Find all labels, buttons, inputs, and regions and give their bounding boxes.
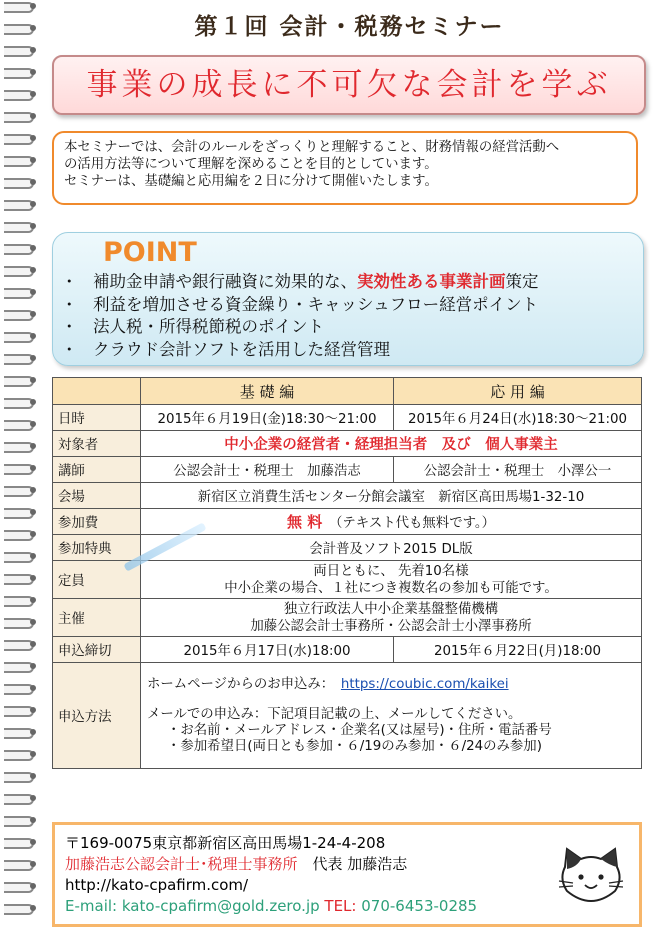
contact-email-line [65, 896, 639, 917]
bonus-label: 参加特典 [53, 535, 141, 561]
bullet: ・ [61, 339, 78, 359]
spiral-hole [30, 267, 36, 273]
spiral-hole [30, 69, 36, 75]
spiral-hole [30, 883, 36, 889]
spiral-hole [30, 3, 36, 9]
headline-banner [52, 55, 646, 115]
spiral-hole [30, 707, 36, 713]
date-advanced: 2015年６月24日(水)18:30～21:00 [394, 405, 642, 431]
date-basic: 2015年６月19日(金)18:30～21:00 [141, 405, 394, 431]
point-text: 法人税・所得税節税のポイント [93, 317, 324, 336]
apply-web-text: ホームページからのお申込み： [147, 676, 328, 692]
contact-box [52, 822, 642, 927]
fee-note: （テキスト代も無料です。） [335, 516, 495, 531]
intro-line: の活用方法等について理解を深めることを目的としています。 [64, 157, 438, 172]
spiral-hole [30, 333, 36, 339]
spiral-hole [30, 135, 36, 141]
spiral-hole [30, 575, 36, 581]
col-advanced-header: 応 用 編 [394, 378, 642, 405]
contact-web[interactable]: http://kato-cpafirm.com/ [65, 876, 249, 894]
apply-mail-line: ・参加希望日(両日とも参加・６/19のみ参加・６/24のみ参加) [167, 738, 542, 754]
spiral-hole [30, 663, 36, 669]
spiral-hole [30, 25, 36, 31]
spiral-hole [30, 641, 36, 647]
seminar-info-table [52, 377, 642, 769]
spiral-hole [30, 289, 36, 295]
spiral-hole [30, 905, 36, 911]
capacity-line: 中小企業の場合、１社につき複数名の参加も可能です。 [224, 580, 558, 596]
spiral-hole [30, 421, 36, 427]
spiral-hole [30, 465, 36, 471]
intro-line: 本セミナーでは、会計のルールをざっくりと理解すること、財務情報の経営活動へ [64, 140, 560, 155]
spiral-hole [30, 553, 36, 559]
intro-line: セミナーは、基礎編と応用編を２日に分けて開催いたします。 [64, 174, 438, 189]
spiral-hole [30, 201, 36, 207]
spiral-hole [30, 245, 36, 251]
bullet: ・ [61, 294, 78, 314]
lecturer-basic: 公認会計士・税理士 加藤浩志 [141, 457, 394, 483]
spiral-hole [30, 377, 36, 383]
apply-web-link[interactable]: https://coubic.com/kaikei [340, 676, 509, 692]
organizer-line: 独立行政法人中小企業基盤整備機構 [283, 601, 499, 617]
venue-value: 新宿区立消費生活センター分館会議室 新宿区高田馬場1-32-10 [141, 483, 642, 509]
spiral-hole [30, 817, 36, 823]
tel-label: TEL: [324, 897, 357, 915]
apply-value [141, 663, 642, 769]
spiral-hole [30, 399, 36, 405]
email-value[interactable]: kato-cpafirm@gold.zero.jp [121, 897, 320, 915]
spiral-hole [30, 487, 36, 493]
contact-office-line [65, 854, 639, 875]
point-highlight: 実効性ある事業計画 [357, 272, 506, 291]
capacity-line: 両日ともに、 先着10名様 [313, 563, 469, 579]
bonus-value: 会計普及ソフト2015 DL版 [141, 535, 642, 561]
capacity-value [141, 561, 642, 599]
spiral-hole [30, 795, 36, 801]
apply-web [147, 677, 635, 693]
spiral-hole [30, 861, 36, 867]
col-basic-header: 基 礎 編 [141, 378, 394, 405]
deadline-basic: 2015年６月17日(水)18:00 [141, 637, 394, 663]
point-text: クラウド会計ソフトを活用した経営管理 [93, 339, 390, 359]
venue-label: 会場 [53, 483, 141, 509]
spiral-hole [30, 531, 36, 537]
spiral-hole [30, 685, 36, 691]
spiral-binding [0, 0, 40, 931]
spiral-hole [30, 91, 36, 97]
point-item [61, 294, 539, 317]
tel-value: 070-6453-0285 [361, 897, 478, 915]
spiral-hole [30, 157, 36, 163]
point-text: 補助金申請や銀行融資に効果的な、 [93, 272, 357, 291]
spiral-hole [30, 311, 36, 317]
apply-mail-line: ・お名前・メールアドレス・企業名(又は屋号)・住所・電話番号 [167, 722, 552, 738]
fee-label: 参加費 [53, 509, 141, 535]
date-label: 日時 [53, 405, 141, 431]
deadline-advanced: 2015年６月22日(月)18:00 [394, 637, 642, 663]
spiral-hole [30, 751, 36, 757]
deadline-label: 申込締切 [53, 637, 141, 663]
spiral-hole [30, 113, 36, 119]
contact-office: 加藤浩志公認会計士･税理士事務所 [65, 855, 298, 873]
spiral-hole [30, 619, 36, 625]
cat-icon [557, 845, 625, 905]
bullet: ・ [61, 317, 78, 336]
spiral-hole [30, 597, 36, 603]
email-label: E-mail: [65, 897, 118, 915]
capacity-label: 定員 [53, 561, 141, 599]
target-label: 対象者 [53, 431, 141, 457]
lecturer-advanced: 公認会計士・税理士 小澤公一 [394, 457, 642, 483]
point-text: 策定 [505, 272, 539, 291]
intro-box [52, 131, 638, 205]
point-item [61, 316, 539, 339]
spiral-hole [30, 179, 36, 185]
organizer-label: 主催 [53, 599, 141, 637]
point-item [61, 339, 539, 362]
point-text: 利益を増加させる資金繰り・キャッシュフロー経営ポイント [93, 294, 539, 314]
fee-free: 無 料 [287, 513, 323, 531]
spiral-hole [30, 47, 36, 53]
headline-text: 事業の成長に不可欠な会計を学ぶ [86, 67, 612, 103]
spiral-hole [30, 773, 36, 779]
spiral-hole [30, 443, 36, 449]
apply-mail-line: メールでの申込み：下記項目記載の上、メールしてください。 [147, 706, 522, 722]
point-item [61, 271, 539, 294]
lecturer-label: 講師 [53, 457, 141, 483]
spiral-hole [30, 223, 36, 229]
contact-address: 〒169-0075東京都新宿区高田馬場1-24-4-208 [65, 834, 386, 852]
bullet: ・ [61, 272, 78, 291]
organizer-value [141, 599, 642, 637]
point-box [52, 232, 644, 366]
contact-rep: 代表 加藤浩志 [312, 855, 408, 873]
fee-cell [141, 509, 642, 535]
spiral-hole [30, 729, 36, 735]
seminar-title: 第１回 会計・税務セミナー [194, 14, 505, 40]
spiral-hole [30, 839, 36, 845]
apply-label: 申込方法 [53, 663, 141, 769]
point-list [61, 271, 539, 361]
target-value: 中小企業の経営者・経理担当者 及び 個人事業主 [141, 431, 642, 457]
organizer-line: 加藤公認会計士事務所・公認会計士小澤事務所 [250, 618, 532, 634]
point-heading: POINT [103, 237, 197, 268]
spiral-hole [30, 355, 36, 361]
corner-cell [53, 378, 141, 405]
spiral-hole [30, 509, 36, 515]
